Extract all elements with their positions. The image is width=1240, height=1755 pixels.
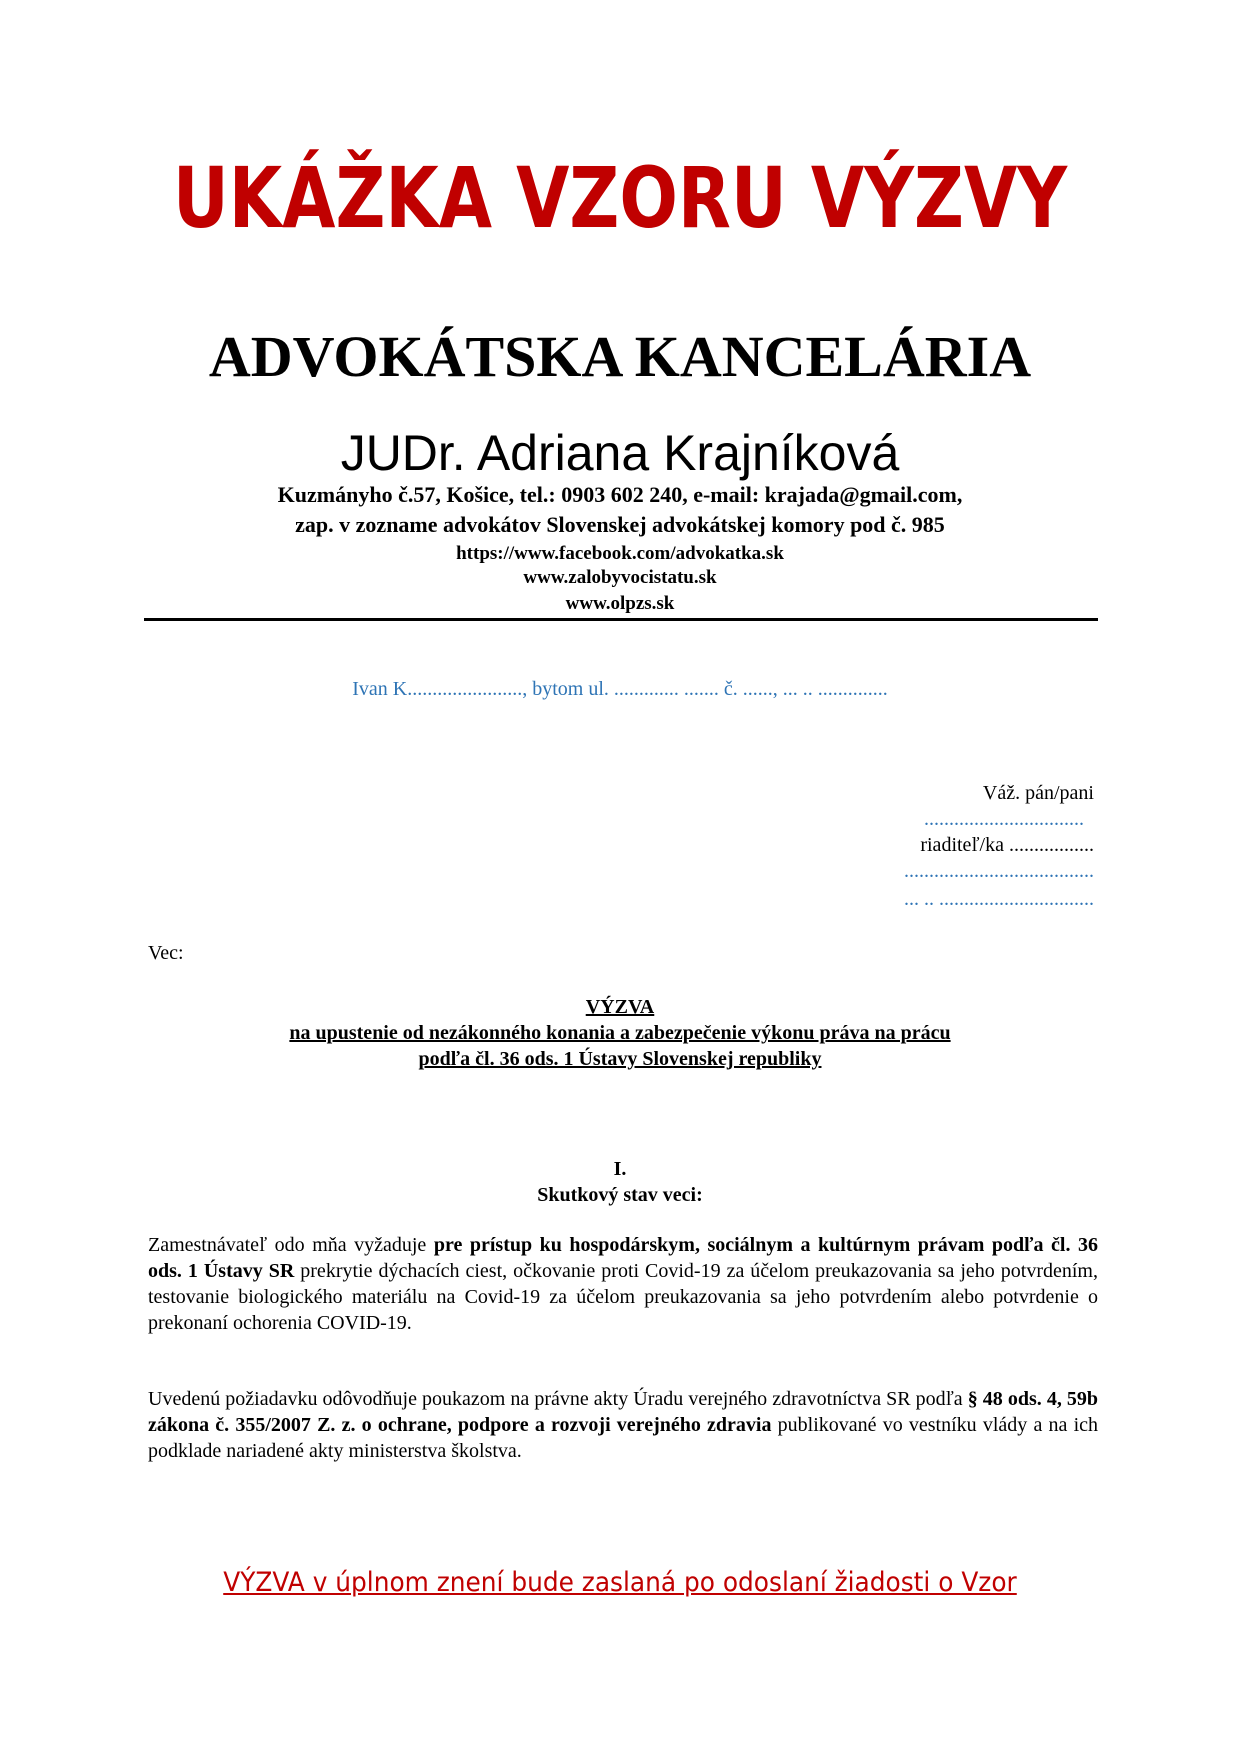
paragraph-bold-text: § 48 ods. 4, 59b zákona č. 355/2007 Z. z. o ochrane, podpore a rozvoji verejného zdravia — [148, 1388, 1099, 1436]
document-heading-line-2: podľa čl. 36 ods. 1 Ústavy Slovenskej republiky — [418, 1048, 822, 1070]
recipient-address-placeholder-1: ...................................... — [904, 860, 1094, 882]
facts-paragraph-1 — [148, 1232, 1098, 1336]
section-number: I. — [613, 1158, 627, 1180]
recipient-name-placeholder: ................................ — [924, 808, 1084, 830]
recipient-salutation: Váž. pán/pani — [982, 782, 1094, 804]
contact-line-2: zap. v zozname advokátov Slovenskej advokátskej komory pod č. 985 — [295, 512, 945, 537]
paragraph-text: Uvedenú požiadavku odôvodňuje poukazom na právne akty Úradu verejného zdravotníctva SR podľa — [148, 1388, 968, 1410]
facebook-link: https://www.facebook.com/advokatka.sk — [456, 543, 784, 564]
subject-label: Vec: — [148, 942, 184, 964]
paragraph-text: prekrytie dýchacích ciest, očkovanie proti Covid-19 za účelom preukazovania sa jeho potvrdením, testovanie biologického materiálu na Covid-19 za účelom preukazovania sa jeho potvrdením alebo potvrdenie o prekonaní ochorenia COVID-19. — [148, 1260, 1098, 1334]
full-text-notice-link[interactable]: VÝZVA v úplnom znení bude zaslaná po odoslaní žiadosti o Vzor — [223, 1567, 1017, 1598]
facts-paragraph-2 — [148, 1386, 1098, 1464]
paragraph-text: Zamestnávateľ odo mňa vyžaduje — [148, 1234, 434, 1256]
lawyer-name: JUDr. Adriana Krajníková — [340, 425, 900, 481]
section-title: Skutkový stav veci: — [537, 1184, 703, 1206]
document-heading-line-1: na upustenie od nezákonného konania a zabezpečenie výkonu práva na prácu — [289, 1022, 951, 1044]
paragraph-bold-text: pre prístup ku hospodárskym, sociálnym a kultúrnym právam podľa čl. 36 ods. 1 Ústavy SR — [148, 1234, 1098, 1282]
sample-banner-title: UKÁŽKA VZORU VÝZVY — [172, 149, 1068, 247]
document-heading-title: VÝZVA — [585, 996, 655, 1018]
sender-address: Ivan K......................., bytom ul. ............. ....... č. ......, ... .. .............. — [352, 678, 888, 700]
website-link-2: www.olpzs.sk — [565, 593, 675, 614]
recipient-director: riaditeľ/ka ................. — [920, 834, 1094, 856]
law-firm-name: ADVOKÁTSKA KANCELÁRIA — [208, 324, 1032, 389]
contact-line-1: Kuzmányho č.57, Košice, tel.: 0903 602 240, e-mail: krajada@gmail.com, — [277, 482, 963, 507]
website-link-1: www.zalobyvocistatu.sk — [523, 567, 717, 588]
recipient-address-placeholder-2: ... .. ............................... — [904, 888, 1094, 910]
letterhead-divider — [144, 618, 1098, 621]
paragraph-text: publikované vo vestníku vlády a na ich podklade nariadené akty ministerstva školstva. — [148, 1414, 1098, 1462]
